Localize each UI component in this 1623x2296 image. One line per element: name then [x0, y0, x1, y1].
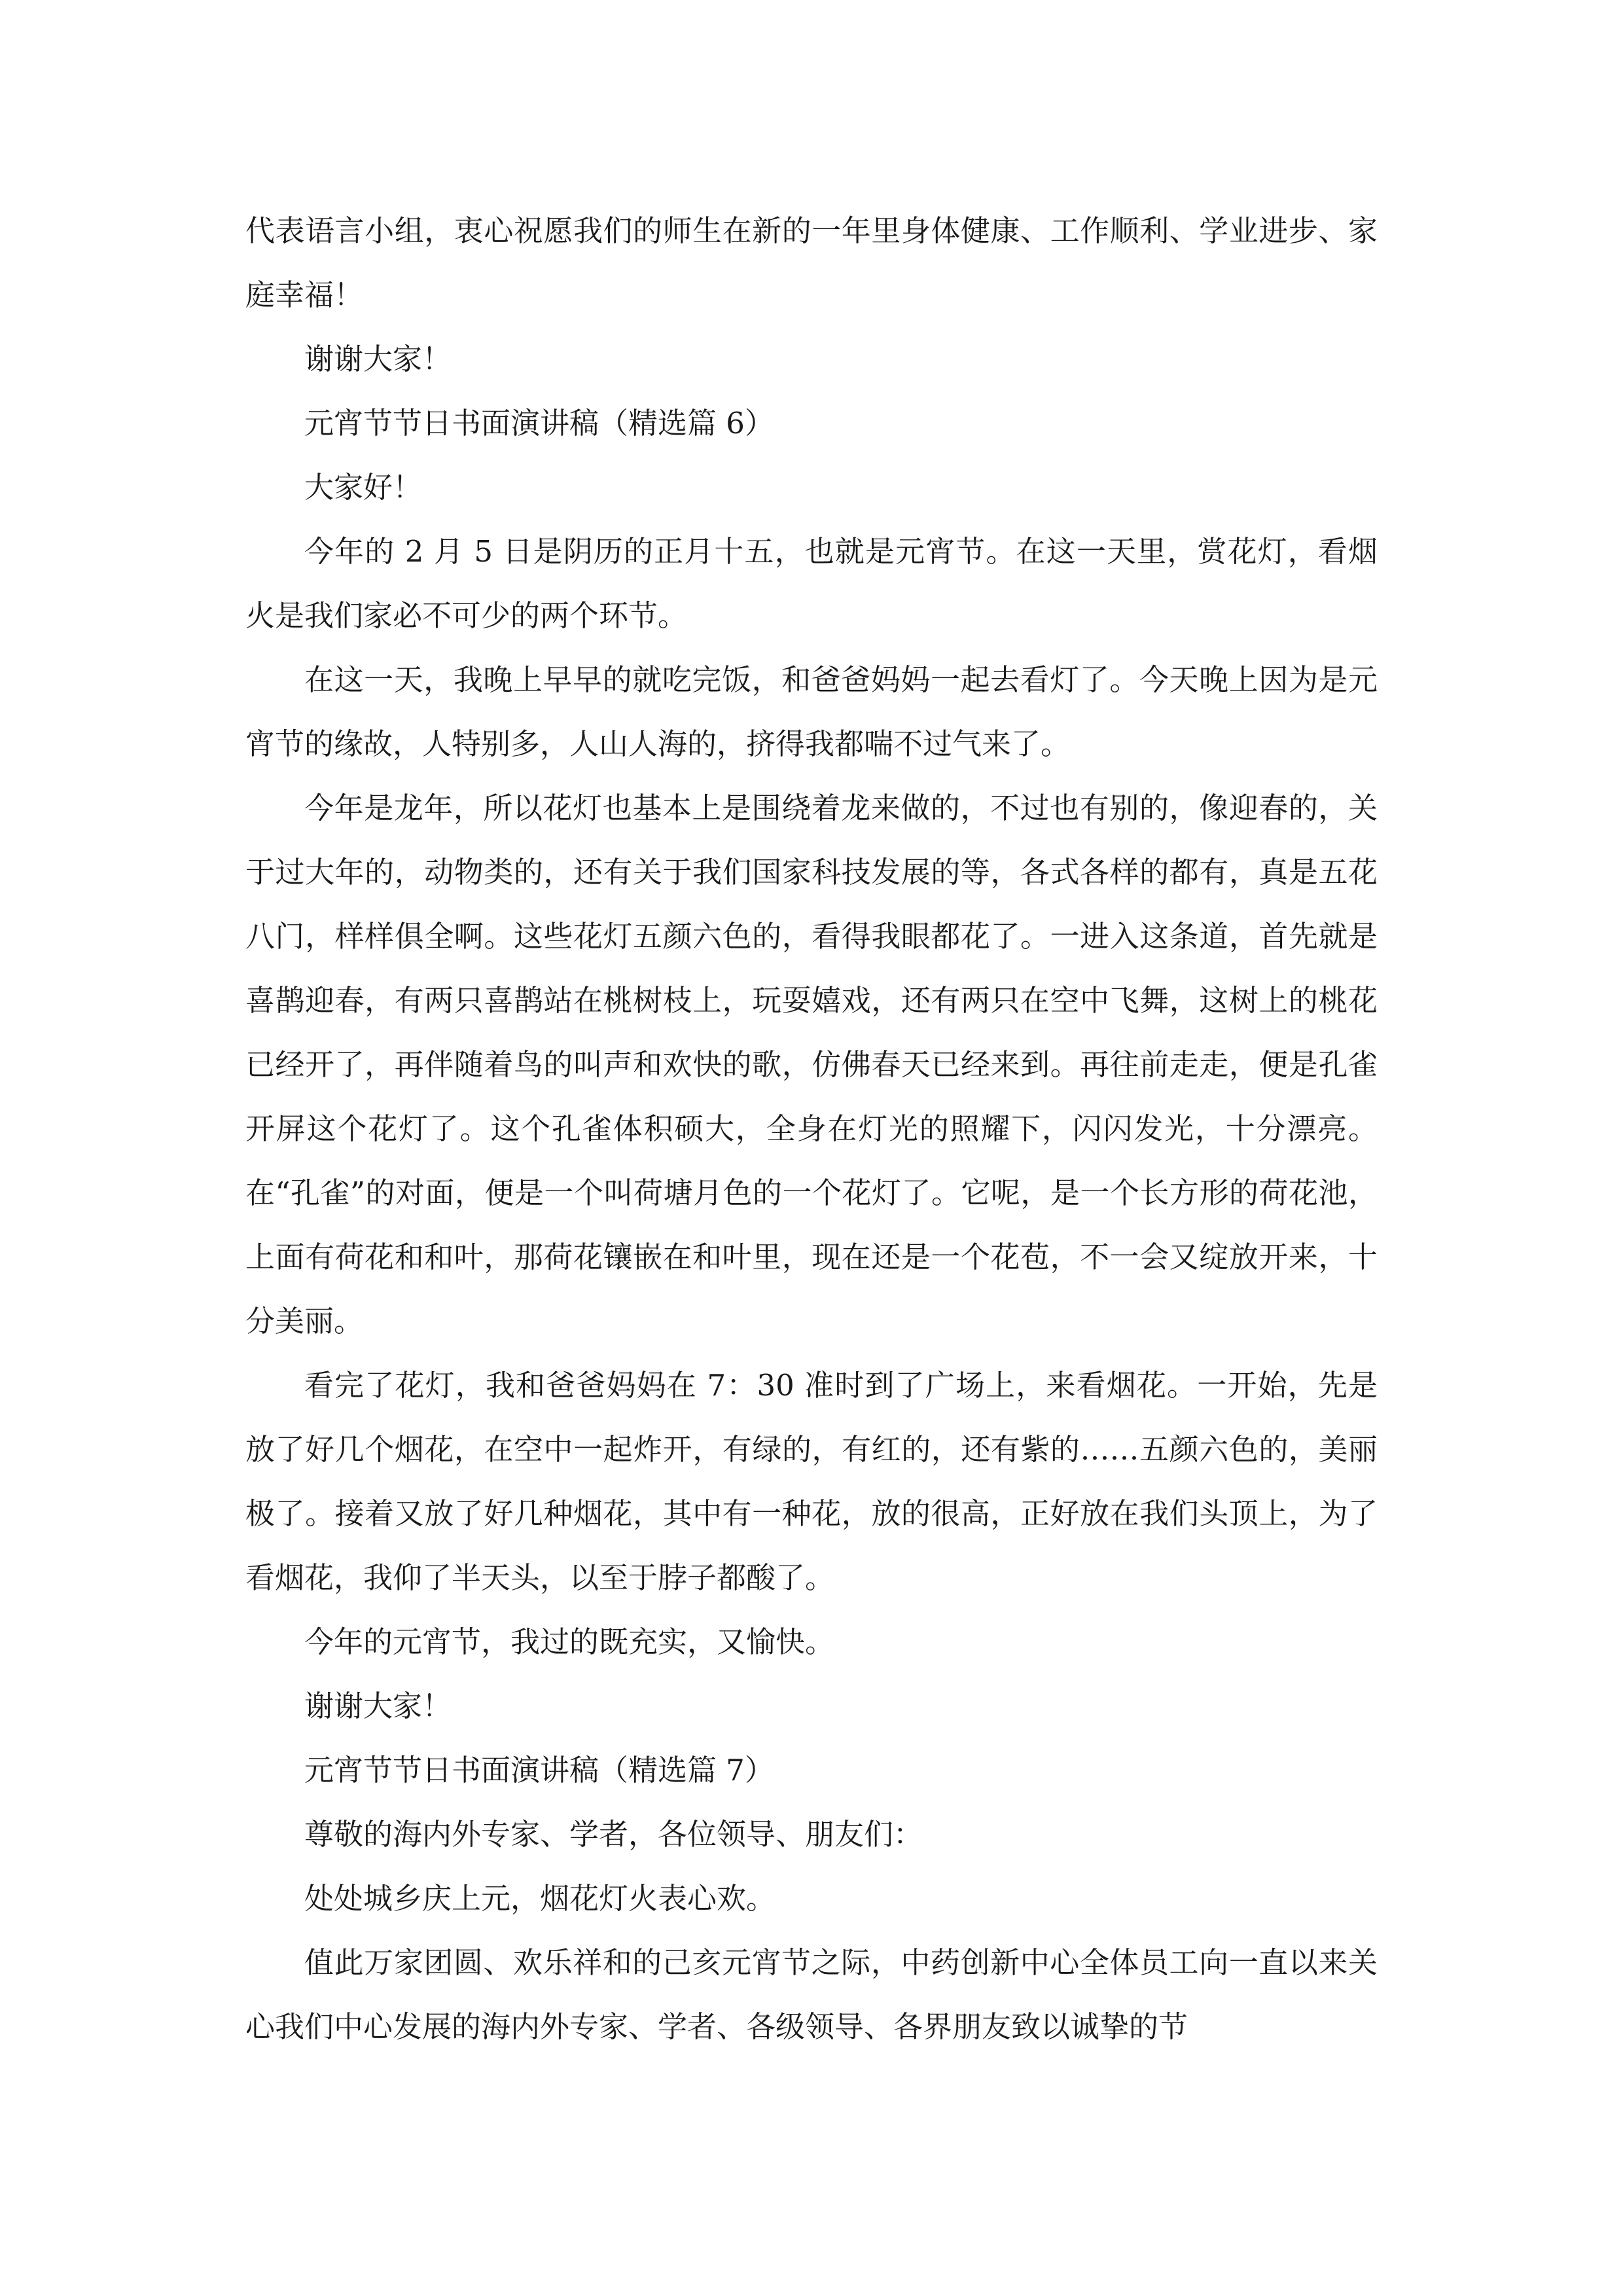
- document-body: [245, 199, 1378, 2059]
- paragraph-greeting: 大家好！: [304, 470, 423, 505]
- paragraph-2: 谢谢大家！: [304, 342, 452, 376]
- paragraph-14: 值此万家团圆、欢乐祥和的己亥元宵节之际，中药创新中心全体员工向一直以来关心我们中心发展的海内外专家、学者、各级领导、各界朋友致以诚挚的节: [245, 1945, 1378, 2044]
- paragraph-8: 看完了花灯，我和爸爸妈妈在 7：30 准时到了广场上，来看烟花。一开始，先是放了好几个烟花，在空中一起炸开，有绿的，有红的，还有紫的……五颜六色的，美丽极了。接着又放了好几种烟花，其中有一种花，放的很高，正好放在我们头顶上，为了看烟花，我仰了半天头，以至于脖子都酸了。: [245, 1368, 1378, 1595]
- paragraph-9: 今年的元宵节，我过的既充实，又愉快。: [304, 1624, 835, 1659]
- paragraph-1: 代表语言小组，衷心祝愿我们的师生在新的一年里身体健康、工作顺利、学业进步、家庭幸福！: [245, 213, 1378, 312]
- paragraph-13: 处处城乡庆上元，烟花灯火表心欢。: [304, 1881, 776, 1916]
- paragraph-12: 尊敬的海内外专家、学者，各位领导、朋友们：: [304, 1817, 923, 1852]
- paragraph-5: 今年的 2 月 5 日是阴历的正月十五，也就是元宵节。在这一天里，赏花灯，看烟火是我们家必不可少的两个环节。: [245, 534, 1378, 633]
- paragraph-10: 谢谢大家！: [304, 1689, 452, 1723]
- paragraph-6: 在这一天，我晚上早早的就吃完饭，和爸爸妈妈一起去看灯了。今天晚上因为是元宵节的缘故，人特别多，人山人海的，挤得我都喘不过气来了。: [245, 662, 1378, 761]
- paragraph-7: 今年是龙年，所以花灯也基本上是围绕着龙来做的，不过也有别的，像迎春的，关于过大年的，动物类的，还有关于我们国家科技发展的等，各式各样的都有，真是五花八门，样样俱全啊。这些花灯五颜六色的，看得我眼都花了。一进入这条道，首先就是喜鹊迎春，有两只喜鹊站在桃树枝上，玩耍嬉戏，还有两只在空中飞舞，这树上的桃花已经开了，再伴随着鸟的叫声和欢快的歌，仿佛春天已经来到。再往前走走，便是孔雀开屏这个花灯了。这个孔雀体积硕大，全身在灯光的照耀下，闪闪发光，十分漂亮。在“孔雀”的对面，便是一个叫荷塘月色的一个花灯了。它呢，是一个长方形的荷花池，上面有荷花和和叶，那荷花镶嵌在和叶里，现在还是一个花苞，不一会又绽放开来，十分美丽。: [245, 791, 1378, 1338]
- section-title-7: 元宵节节日书面演讲稿（精选篇 7）: [304, 1753, 774, 1787]
- section-title-6: 元宵节节日书面演讲稿（精选篇 6）: [304, 406, 774, 440]
